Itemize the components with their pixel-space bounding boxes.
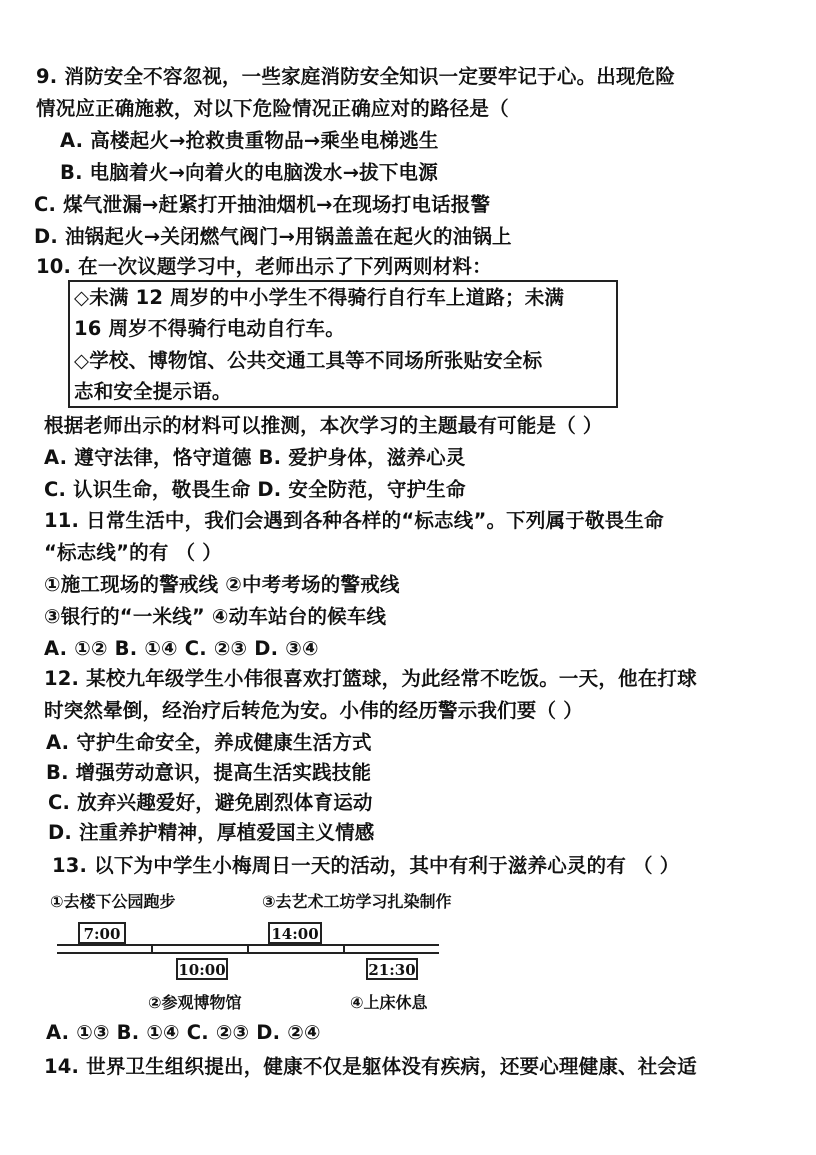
q12-stem-line1: 12. 某校九年级学生小伟很喜欢打篮球，为此经常不吃饭。一天，他在打球 — [44, 667, 697, 690]
q13-timeline-tick — [343, 944, 345, 954]
q11-stem-line2: “标志线”的有 （ ） — [44, 541, 222, 564]
q12-option-b: B. 增强劳动意识，提高生活实践技能 — [46, 761, 372, 784]
q11-items-line2: ③银行的“一米线” ④动车站台的候车线 — [44, 605, 387, 628]
q13-activity-2: ②参观博物馆 — [148, 993, 242, 1012]
q13-activity-1: ①去楼下公园跑步 — [50, 892, 176, 911]
q12-option-a: A. 守护生命安全，养成健康生活方式 — [46, 731, 372, 754]
q9-option-d: D. 油锅起火→关闭燃气阀门→用锅盖盖在起火的油锅上 — [34, 225, 512, 248]
q9-stem-line1: 9. 消防安全不容忽视，一些家庭消防安全知识一定要牢记于心。出现危险 — [36, 65, 676, 88]
q11-items-line1: ①施工现场的警戒线 ②中考考场的警戒线 — [44, 573, 400, 596]
q10-material-line2: 16 周岁不得骑行电动自行车。 — [74, 317, 345, 340]
q12-option-c: C. 放弃兴趣爱好，避免剧烈体育运动 — [48, 791, 373, 814]
q10-material-line3: ◇学校、博物馆、公共交通工具等不同场所张贴安全标 — [74, 349, 543, 372]
q13-timeline-tick — [247, 944, 249, 954]
q13-timeline — [57, 944, 439, 954]
q13-time-tag-3: 14:00 — [268, 922, 322, 944]
q10-material-line4: 志和安全提示语。 — [74, 380, 232, 403]
q13-timeline-tick — [151, 944, 153, 954]
q10-options-ab: A. 遵守法律，恪守道德 B. 爱护身体，滋养心灵 — [44, 446, 466, 469]
q12-stem-line2: 时突然晕倒，经治疗后转危为安。小伟的经历警示我们要（ ） — [44, 699, 583, 722]
q13-stem: 13. 以下为中学生小梅周日一天的活动，其中有利于滋养心灵的有 （ ） — [52, 854, 680, 877]
q10-stem: 10. 在一次议题学习中，老师出示了下列两则材料： — [36, 255, 492, 278]
q10-options-cd: C. 认识生命，敬畏生命 D. 安全防范，守护生命 — [44, 478, 466, 501]
q13-options: A. ①③ B. ①④ C. ②③ D. ②④ — [46, 1021, 321, 1044]
q13-time-tag-1: 7:00 — [78, 922, 126, 944]
q9-option-a: A. 高楼起火→抢救贵重物品→乘坐电梯逃生 — [60, 129, 439, 152]
q9-option-c: C. 煤气泄漏→赶紧打开抽油烟机→在现场打电话报警 — [34, 193, 491, 216]
q14-stem: 14. 世界卫生组织提出，健康不仅是躯体没有疾病，还要心理健康、社会适 — [44, 1055, 697, 1078]
q11-stem-line1: 11. 日常生活中，我们会遇到各种各样的“标志线”。下列属于敬畏生命 — [44, 509, 664, 532]
q12-option-d: D. 注重养护精神，厚植爱国主义情感 — [48, 821, 375, 844]
q13-activity-3: ③去艺术工坊学习扎染制作 — [262, 892, 452, 911]
q9-option-b: B. 电脑着火→向着火的电脑泼水→拔下电源 — [60, 161, 438, 184]
q13-time-tag-4: 21:30 — [366, 958, 418, 980]
q13-time-tag-2: 10:00 — [176, 958, 228, 980]
q11-options: A. ①② B. ①④ C. ②③ D. ③④ — [44, 637, 319, 660]
q13-activity-4: ④上床休息 — [350, 993, 428, 1012]
q9-stem-line2: 情况应正确施救，对以下危险情况正确应对的路径是（ — [36, 97, 509, 120]
q10-material-line1: ◇未满 12 周岁的中小学生不得骑行自行车上道路；未满 — [74, 286, 565, 309]
q10-question: 根据老师出示的材料可以推测，本次学习的主题最有可能是（ ） — [44, 414, 603, 437]
